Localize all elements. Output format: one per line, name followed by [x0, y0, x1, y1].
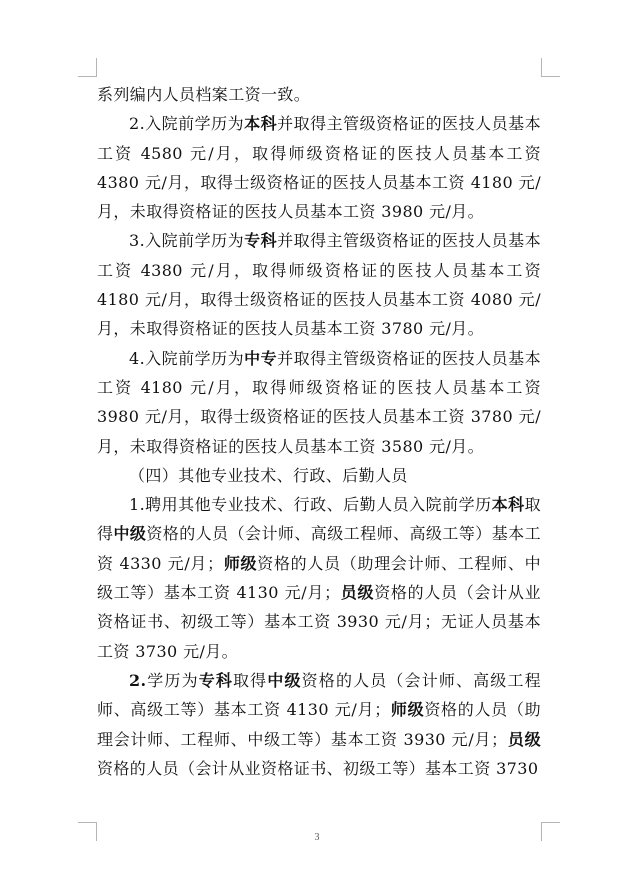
- text-segment: 并取得主管级资格证的医技人员基本工资 4580 元/月，取得师级资格证的医技人员基本工资 4380 元/月，取得士级资格证的医技人员基本工资 4180 元/月，未取得资格证的医技人员基本工资 3980 元/月。: [97, 114, 541, 222]
- bold-text-segment: 中级: [113, 524, 147, 544]
- text-segment: （四）其他专业技术、行政、后勤人员: [129, 465, 408, 485]
- text-segment: 2.入院前学历为: [129, 114, 245, 134]
- text-segment: 资格的人员（会计师、高级工程师、高级工等）基本工资 4330 元/月；: [97, 524, 541, 573]
- crop-mark-top-right: [541, 58, 560, 77]
- text-segment: 资格的人员（会计从业资格证书、初级工等）基本工资 3730: [97, 758, 539, 778]
- text-segment: 取得: [97, 495, 541, 544]
- paragraph: [97, 666, 541, 783]
- text-segment: 并取得主管级资格证的医技人员基本工资 4380 元/月，取得师级资格证的医技人员基本工资 4180 元/月，取得士级资格证的医技人员基本工资 4080 元/月，未取得资格证的医技人员基本工资 3780 元/月。: [97, 231, 541, 339]
- bold-text-segment: 本科: [491, 495, 525, 515]
- bold-text-segment: 本科: [244, 114, 278, 134]
- text-segment: 资格的人员（会计师、高级工程师、高级工等）基本工资 4130 元/月；: [97, 670, 541, 720]
- bold-text-segment: 中专: [244, 348, 278, 368]
- text-segment: 资格的人员（会计从业资格证书、初级工等）基本工资 3930 元/月；无证人员基本工资 3730 元/月。: [97, 583, 541, 661]
- text-segment: 资格的人员（助理会计师、工程师、中级工等）基本工资 3930 元/月；: [97, 700, 541, 749]
- paragraph: [97, 344, 541, 461]
- text-segment: 1.聘用其他专业技术、行政、后勤人员入院前学历: [129, 495, 492, 515]
- bold-text-segment: 专科: [198, 670, 234, 690]
- bold-text-segment: 员级: [507, 729, 541, 749]
- text-segment: 4.入院前学历为: [129, 348, 245, 368]
- text-segment: 3.入院前学历为: [129, 231, 245, 251]
- paragraph: [97, 226, 541, 343]
- bold-text-segment: 2.: [129, 670, 147, 690]
- paragraph: [97, 461, 541, 490]
- bold-text-segment: 中级: [267, 670, 302, 690]
- text-segment: 学历为: [146, 670, 199, 690]
- document-body: [97, 80, 541, 783]
- text-segment: 系列编内人员档案工资一致。: [97, 85, 311, 104]
- text-segment: 资格的人员（助理会计师、工程师、中级工等）基本工资 4130 元/月；: [97, 553, 541, 603]
- text-segment: 并取得主管级资格证的医技人员基本工资 4180 元/月，取得师级资格证的医技人员基本工资 3980 元/月，取得士级资格证的医技人员基本工资 3780 元/月，未取得资格证的医技人员基本工资 3580 元/月。: [97, 348, 541, 456]
- page-number: 3: [314, 832, 320, 843]
- bold-text-segment: 师级: [223, 553, 258, 573]
- bold-text-segment: 专科: [244, 231, 278, 251]
- crop-mark-top-left: [78, 58, 97, 77]
- text-segment: 取得: [233, 670, 268, 690]
- paragraph: [97, 80, 541, 109]
- bold-text-segment: 师级: [390, 700, 425, 720]
- paragraph: [97, 109, 541, 226]
- bold-text-segment: 员级: [340, 583, 375, 603]
- paragraph: [97, 490, 541, 666]
